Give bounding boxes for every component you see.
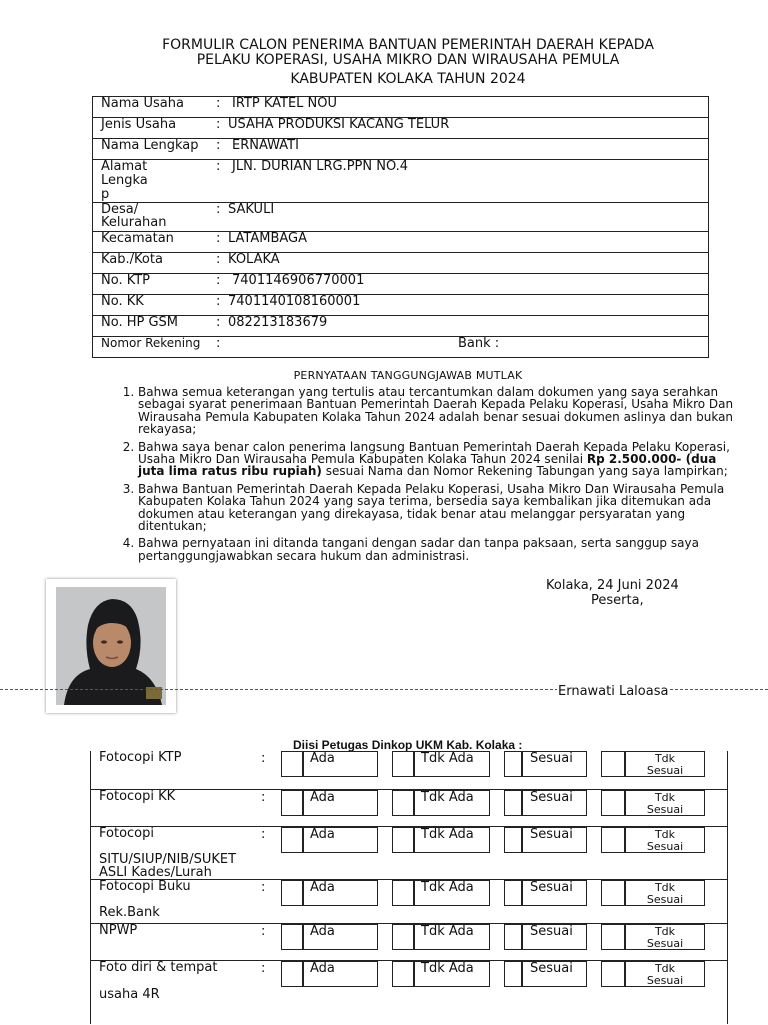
checkbox-tdk-sesuai[interactable] xyxy=(601,790,625,816)
checkbox-sesuai[interactable] xyxy=(504,790,522,816)
option-tdk-ada: Tdk Ada xyxy=(414,880,490,906)
option-tdk-ada: Tdk Ada xyxy=(414,961,490,987)
checklist-colon: : xyxy=(261,751,266,766)
info-colon: : xyxy=(216,315,221,330)
checkbox-sesuai[interactable] xyxy=(504,961,522,987)
checklist-colon: : xyxy=(261,827,266,842)
option-tdk-ada: Tdk Ada xyxy=(414,924,490,950)
checkbox-tdk-sesuai[interactable] xyxy=(601,827,625,853)
checklist-label: Fotocopi Buku xyxy=(99,879,191,894)
info-colon: : xyxy=(216,273,221,288)
option-sesuai: Sesuai xyxy=(522,827,587,853)
checklist-row-npwp xyxy=(91,923,727,961)
checklist-row-situ xyxy=(91,826,727,880)
info-label: No. KTP xyxy=(101,273,151,288)
info-colon: : xyxy=(216,294,221,309)
option-tdk-sesuai: Tdk Sesuai xyxy=(625,827,705,853)
info-value-nama-usaha: IRTP KATEL NOU xyxy=(232,96,338,111)
statement-item: 2. Bahwa saya benar calon penerima langsung Bantuan Pemerintah Daerah Kepada Pelaku Koperasi, Usaha Mikro Dan Wirausaha Pemula Kabupaten Kolaka Tahun 2024 senilai Rp 2.500.000- (dua juta lima ratus ribu rupiah) sesuai Nama dan Nomor Rekening Tabungan yang saya lampirkan; xyxy=(138,441,740,478)
info-colon: : xyxy=(216,231,221,246)
form-title-line1: FORMULIR CALON PENERIMA BANTUAN PEMERINTAH DAERAH KEPADA xyxy=(162,37,654,53)
portrait-image xyxy=(56,587,166,705)
info-row-kab-kota xyxy=(93,253,709,274)
checkbox-ada[interactable] xyxy=(281,827,303,853)
checkbox-tdk-ada[interactable] xyxy=(392,751,414,777)
checklist-row-kk xyxy=(91,789,727,827)
option-ada: Ada xyxy=(303,880,378,906)
checklist-colon: : xyxy=(261,790,266,805)
checklist-header: Diisi Petugas Dinkop UKM Kab. Kolaka : xyxy=(293,738,523,752)
option-sesuai: Sesuai xyxy=(522,924,587,950)
info-colon: : xyxy=(216,96,221,111)
info-value-kab-kota: KOLAKA xyxy=(228,252,280,267)
checklist-label: NPWP xyxy=(99,923,138,938)
form-title-line2: PELAKU KOPERASI, USAHA MIKRO DAN WIRAUSAHA PEMULA xyxy=(196,52,620,68)
option-tdk-ada: Tdk Ada xyxy=(414,751,490,777)
info-colon: : xyxy=(216,202,221,217)
checklist-label: Fotocopi KTP xyxy=(99,750,182,765)
statement-list xyxy=(112,386,740,567)
option-sesuai: Sesuai xyxy=(522,880,587,906)
info-row-no-kk xyxy=(93,295,709,316)
option-ada: Ada xyxy=(303,924,378,950)
checkbox-tdk-sesuai[interactable] xyxy=(601,880,625,906)
info-label: Jenis Usaha xyxy=(101,117,177,132)
info-value-desa: SAKULI xyxy=(228,202,275,217)
option-sesuai: Sesuai xyxy=(522,790,587,816)
info-row-kecamatan xyxy=(93,232,709,253)
checkbox-ada[interactable] xyxy=(281,924,303,950)
info-value-no-hp: 082213183679 xyxy=(228,315,328,330)
checkbox-tdk-ada[interactable] xyxy=(392,790,414,816)
checklist-row-buku-rek xyxy=(91,879,727,924)
info-value-no-kk: 7401140108160001 xyxy=(228,294,361,309)
checkbox-ada[interactable] xyxy=(281,961,303,987)
option-tdk-ada: Tdk Ada xyxy=(414,827,490,853)
checkbox-sesuai[interactable] xyxy=(504,827,522,853)
checkbox-ada[interactable] xyxy=(281,790,303,816)
checkbox-tdk-sesuai[interactable] xyxy=(601,961,625,987)
option-ada: Ada xyxy=(303,751,378,777)
statement-item: 1. Bahwa semua keterangan yang tertulis atau tercantumkan dalam dokumen yang saya serahkan sebagai syarat penerimaan Bantuan Pemerintah Daerah Kepada Pelaku Koperasi, Usaha Mikro Dan Wirausaha Pemula Kabupaten Kolaka Tahun 2024 adalah benar sesuai dokumen aslinya dan bukan rekayasa; xyxy=(138,386,740,436)
option-tdk-sesuai: Tdk Sesuai xyxy=(625,961,705,987)
checklist-label: usaha 4R xyxy=(99,987,160,1002)
checkbox-tdk-sesuai[interactable] xyxy=(601,924,625,950)
checklist-label: Fotocopi KK xyxy=(99,789,176,804)
option-ada: Ada xyxy=(303,790,378,816)
option-sesuai: Sesuai xyxy=(522,961,587,987)
signer-role: Peserta, xyxy=(591,593,644,608)
info-row-jenis-usaha xyxy=(93,118,709,139)
info-value-nama-lengkap: ERNAWATI xyxy=(232,138,299,153)
info-row-no-hp xyxy=(93,316,709,337)
statement-item: 4. Bahwa pernyataan ini ditanda tangani dengan sadar dan tanpa paksaan, serta sanggup saya pertanggungjawabkan secara hukum dan administrasi. xyxy=(138,537,740,562)
bank-label: Bank : xyxy=(458,336,500,351)
checklist-row-foto-diri xyxy=(91,960,727,1025)
checkbox-sesuai[interactable] xyxy=(504,880,522,906)
info-value-alamat: JLN. DURIAN LRG.PPN NO.4 xyxy=(232,159,409,174)
signer-name: Ernawati Laloasa xyxy=(558,684,669,699)
checklist-label: ASLI Kades/Lurah xyxy=(99,865,212,880)
applicant-info-table xyxy=(92,96,709,358)
info-label: Nama Lengkap xyxy=(101,138,199,153)
applicant-photo xyxy=(46,579,176,713)
checklist-colon: : xyxy=(261,924,266,939)
checkbox-ada[interactable] xyxy=(281,880,303,906)
option-tdk-sesuai: Tdk Sesuai xyxy=(625,924,705,950)
form-title-line3: KABUPATEN KOLAKA TAHUN 2024 xyxy=(290,71,526,87)
option-sesuai: Sesuai xyxy=(522,751,587,777)
document-checklist xyxy=(90,751,728,1024)
option-tdk-sesuai: Tdk Sesuai xyxy=(625,880,705,906)
info-colon: : xyxy=(216,159,221,174)
info-row-desa xyxy=(93,203,709,232)
info-label: p xyxy=(101,187,110,202)
option-tdk-ada: Tdk Ada xyxy=(414,790,490,816)
info-label: Lengka xyxy=(101,173,148,188)
info-label: Nama Usaha xyxy=(101,96,184,111)
option-ada: Ada xyxy=(303,961,378,987)
checkbox-tdk-ada[interactable] xyxy=(392,827,414,853)
statement-title: PERNYATAAN TANGGUNGJAWAB MUTLAK xyxy=(293,369,523,382)
info-row-nama-usaha xyxy=(93,97,709,118)
checkbox-tdk-sesuai[interactable] xyxy=(601,751,625,777)
checkbox-tdk-ada[interactable] xyxy=(392,924,414,950)
info-value-kecamatan: LATAMBAGA xyxy=(228,231,308,246)
checkbox-tdk-ada[interactable] xyxy=(392,880,414,906)
info-row-no-ktp xyxy=(93,274,709,295)
checklist-label: SITU/SIUP/NIB/SUKET xyxy=(99,852,237,867)
info-label: No. HP GSM xyxy=(101,315,179,330)
info-colon: : xyxy=(216,252,221,267)
info-label: No. KK xyxy=(101,294,144,309)
info-row-nomor-rekening xyxy=(93,337,709,358)
info-value-no-ktp: 7401146906770001 xyxy=(232,273,365,288)
info-label: Kelurahan xyxy=(101,215,167,230)
info-colon: : xyxy=(216,336,221,351)
option-ada: Ada xyxy=(303,827,378,853)
checkbox-sesuai[interactable] xyxy=(504,924,522,950)
info-row-alamat xyxy=(93,160,709,203)
option-tdk-sesuai: Tdk Sesuai xyxy=(625,751,705,777)
checkbox-sesuai[interactable] xyxy=(504,751,522,777)
info-label: Desa/ xyxy=(101,202,139,217)
info-label: Nomor Rekening xyxy=(101,336,201,350)
info-colon: : xyxy=(216,138,221,153)
info-colon: : xyxy=(216,117,221,132)
checklist-label: Foto diri & tempat xyxy=(99,960,218,975)
info-label: Kecamatan xyxy=(101,231,174,246)
checklist-colon: : xyxy=(261,961,266,976)
amount-text: Rp 2.500.000- (dua juta lima ratus ribu rupiah) xyxy=(138,452,717,479)
checkbox-tdk-ada[interactable] xyxy=(392,961,414,987)
info-label: Alamat xyxy=(101,159,148,174)
option-tdk-sesuai: Tdk Sesuai xyxy=(625,790,705,816)
info-value-jenis-usaha: USAHA PRODUKSI KACANG TELUR xyxy=(228,117,450,132)
info-row-nama-lengkap xyxy=(93,139,709,160)
info-label: Kab./Kota xyxy=(101,252,163,267)
checkbox-ada[interactable] xyxy=(281,751,303,777)
checklist-label: Fotocopi xyxy=(99,826,154,841)
place-date: Kolaka, 24 Juni 2024 xyxy=(546,578,679,593)
checklist-colon: : xyxy=(261,880,266,895)
checklist-label: Rek.Bank xyxy=(99,905,160,920)
statement-item: 3. Bahwa Bantuan Pemerintah Daerah Kepada Pelaku Koperasi, Usaha Mikro Dan Wirausaha Pemula Kabupaten Kolaka Tahun 2024 yang saya terima, bersedia saya kembalikan jika ditemukan ada dokumen atau keterangan yang direkayasa, tidak benar atau melanggar persyaratan yang ditentukan; xyxy=(138,483,740,533)
checklist-row-ktp xyxy=(91,751,727,789)
